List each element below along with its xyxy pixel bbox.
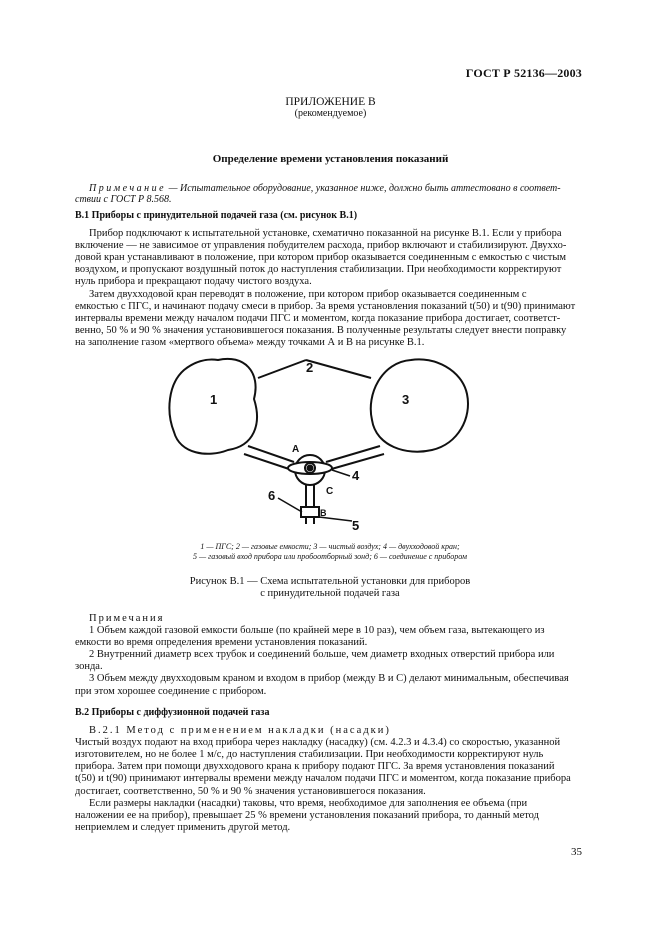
b1-p2-l1: емкостью с ПГС, и начинают подачу смеси в прибор. За время установления показаний t(50) и t(90) принимают [75, 300, 576, 312]
b2-p1-l1: изготовителем, но не более 1 м/с, до наступления стабилизации. При необходимости корректируют нуль [75, 749, 544, 761]
b2-p2-l1: наложении ее на прибор), превышает 25 % времени установления показаний прибора, то данный метод [75, 809, 539, 821]
instrument-connection [301, 507, 319, 517]
b1-p2-l0: Затем двухходовой кран переводят в положение, при котором прибор оказывается соединенным с [89, 288, 527, 300]
b2-p1-l2: прибора. Затем при помощи двухходового крана к прибору подают ПГС. За время установления показаний [75, 761, 555, 773]
label-1: 1 [210, 392, 218, 407]
label-A: A [292, 444, 300, 455]
section-b2 [75, 707, 585, 834]
b1-p2-l3: венно, 50 % и 90 % значения установившегося показания. В полученные результаты следует внести поправку [75, 324, 567, 336]
label-4: 4 [352, 468, 360, 483]
b2-1-heading: В.2.1 Метод с применением накладки (насадки) [89, 725, 391, 737]
b2-p2-l2: неприемлем и следует применить другой метод. [75, 821, 291, 833]
note-3-l0: 3 Объем между двухходовым краном и входом в прибор (между В и С) делают минимальным, обеспечивая [89, 673, 569, 685]
caption-line-1: Рисунок В.1 — Схема испытательной установки для приборов [189, 576, 471, 587]
appendix-title: ПРИЛОЖЕНИЕ В [285, 96, 376, 108]
section-b1 [75, 210, 585, 349]
label-6: 6 [268, 488, 276, 503]
note-2-l0: 2 Внутренний диаметр всех трубок и соединений больше, чем диаметр входных отверстий прибора или [89, 649, 555, 661]
note-1-l0: 1 Объем каждой газовой емкости больше (по крайней мере в 10 раз), чем объем газа, вытекающего из [89, 625, 545, 637]
test-setup-diagram [166, 354, 476, 539]
legend-line-1: 1 — ПГС; 2 — газовые емкости; 3 — чистый воздух; 4 — двухходовой кран; [200, 542, 460, 551]
note-3-l1: при этом хорошее соединение с прибором. [75, 685, 267, 697]
legend-line-2: 5 — газовый вход прибора или пробоотборный зонд; 6 — соединение с прибором [192, 552, 468, 561]
b1-heading: В.1 Приборы с принудительной подачей газа (см. рисунок В.1) [75, 210, 358, 221]
b1-p1-l0: Прибор подключают к испытательной установке, схематично показанной на рисунке В.1. Если у прибора [89, 228, 562, 240]
label-B: B [320, 508, 327, 518]
page-number: 35 [571, 846, 582, 858]
label-5: 5 [352, 518, 360, 533]
right-tube [326, 446, 384, 470]
b1-p1-l4: нуль прибора и прекращают подачу чистого воздуха. [75, 276, 312, 288]
top-note [75, 183, 585, 205]
notes-heading: Примечания [89, 613, 165, 624]
b1-p1-l3: воздухом, и пропускают воздушный поток до наступления стабилизации. При необходимости корректируют [75, 264, 562, 276]
label-C: C [326, 486, 334, 497]
b1-p2-l2: интервалы времени между началом подачи ПГС и моментом, когда показание прибора достигает, соответст- [75, 312, 561, 324]
appendix-subtitle: (рекомендуемое) [294, 108, 367, 119]
b2-p1-l0: Чистый воздух подают на вход прибора через накладку (насадку) (см. 4.2.3 и 4.3.4) со скоростью, указанной [75, 737, 561, 749]
note-text-2: ствии с ГОСТ Р 8.568. [75, 194, 172, 205]
note-text: — Испытательное оборудование, указанное ниже, должно быть аттестовано в соответ- [166, 183, 561, 194]
caption-line-2: с принудительной подачей газа [260, 587, 400, 599]
right-gas-vessel [371, 359, 468, 451]
document-code: ГОСТ Р 52136—2003 [465, 66, 582, 80]
b2-p2-l0: Если размеры накладки (насадки) таковы, что время, необходимое для заполнения ее объема (при [89, 797, 528, 809]
note-label: Примечание [89, 183, 167, 194]
notes-block [75, 613, 585, 698]
figure-caption [75, 576, 585, 599]
note-2-l1: зонда. [75, 661, 103, 673]
b1-p1-l1: включение — не зависимое от управления побудителем расхода, прибор включают и стабилизируют. Двуххо- [75, 240, 567, 252]
figure-legend [75, 542, 585, 562]
left-tube [244, 446, 294, 470]
b2-p1-l4: достигает, соответственно, 50 % и 90 % значения установившегося показания. [75, 785, 426, 797]
note-1-l1: емкости во время определения времени установления показаний. [75, 637, 368, 649]
b2-p1-l3: t(50) и t(90) принимают интервалы времени между началом подачи ПГС и моментом, когда показание прибора [75, 773, 571, 785]
appendix-heading [0, 96, 661, 120]
b2-heading: В.2 Приборы с диффузионной подачей газа [75, 707, 270, 718]
label-2: 2 [306, 360, 314, 375]
b1-p1-l2: довой кран устанавливают в положение, при котором прибор оказывается соединенным с емкостью с чистым [75, 252, 567, 264]
section-title: Определение времени установления показаний [212, 153, 449, 165]
label-3: 3 [402, 392, 410, 407]
b1-p2-l4: на заполнение газом «мертвого объема» между точками А и В на рисунке В.1. [75, 336, 425, 348]
